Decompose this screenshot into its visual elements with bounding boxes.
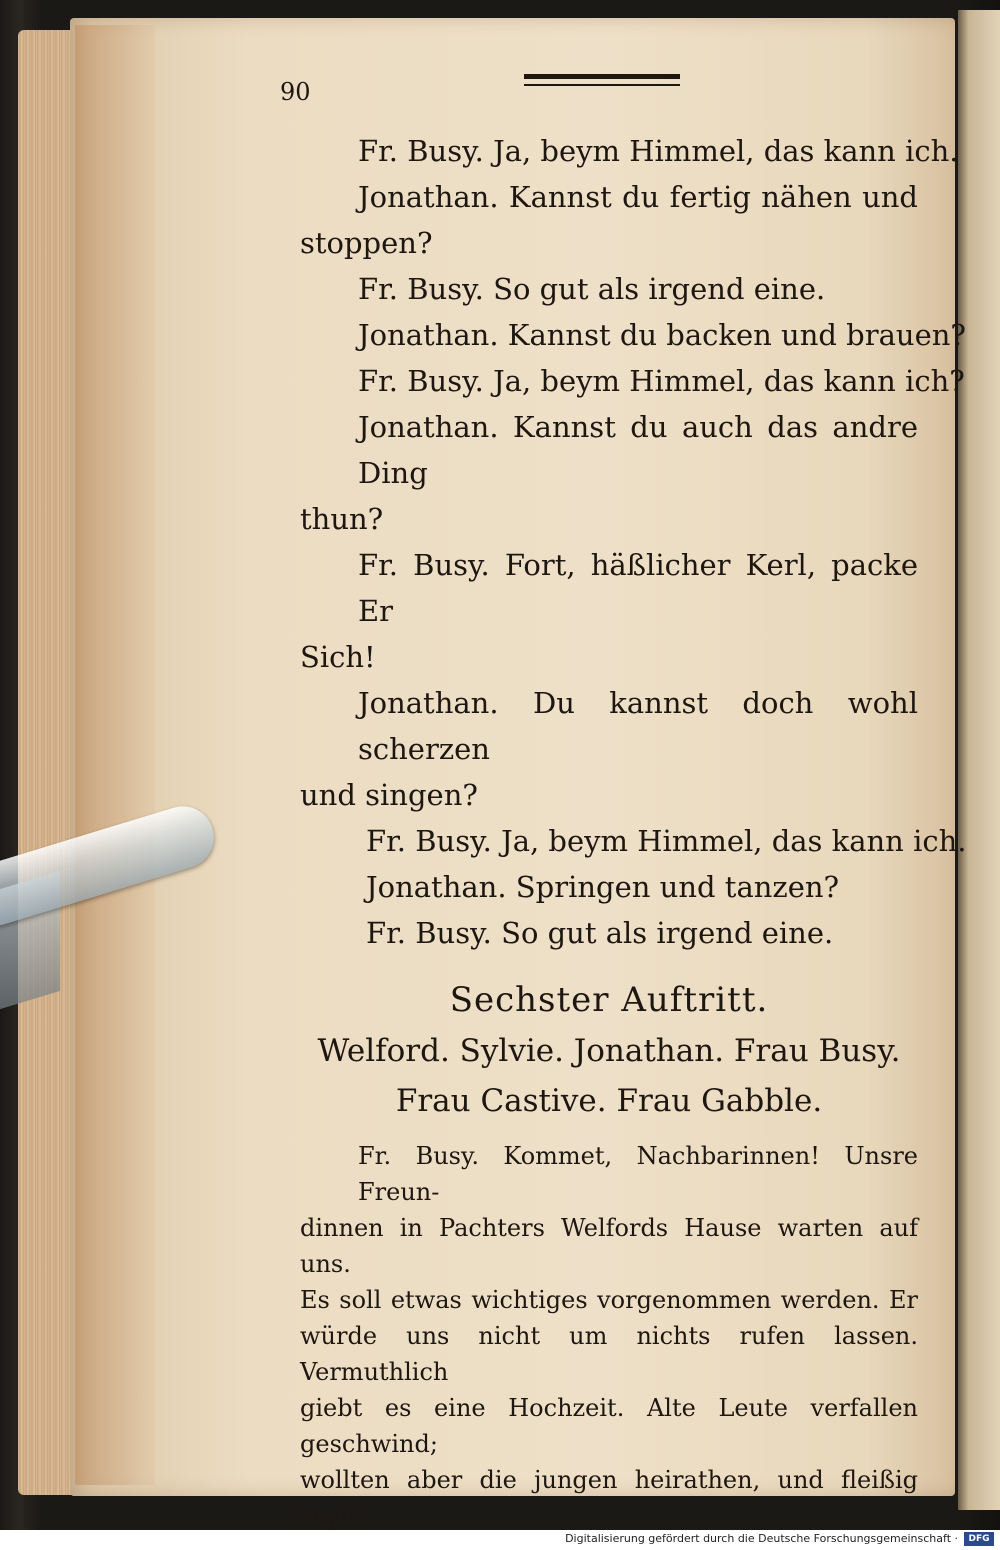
funding-credit: Digitalisierung gefördert durch die Deutsche Forschungsgemeinschaft · [565,1532,958,1545]
text-line: Sich! [300,640,376,674]
footer-bar [0,1530,1000,1550]
dfg-logo-icon: DFG [964,1532,994,1546]
prose-line: würde uns nicht um nichts rufen lassen. Vermuthlich [300,1322,918,1386]
text-line: Jonathan. Du kannst doch wohl scherzen [358,686,918,766]
text-line: Fr. Busy. Fort, häßlicher Kerl, packe Er [358,548,918,628]
prose-line: Fr. Busy. Kommet, Nachbarinnen! Unsre Freun- [358,1142,918,1206]
page-number: 90 [280,78,311,106]
prose-paragraph [300,1138,918,1530]
text-line: Fr. Busy. So gut als irgend eine. [366,916,834,950]
cast-line: Welford. Sylvie. Jonathan. Frau Busy. [317,1033,901,1069]
text-line: Fr. Busy. So gut als irgend eine. [358,272,826,306]
text-line: stoppen? [300,226,433,260]
page-text [300,128,967,1530]
prose-line: wollten aber die jungen heirathen, und fleißig seyn, [300,1466,918,1530]
page-gutter-shadow [75,25,155,1485]
facing-page-edge [958,10,1000,1510]
header-rule-thin [524,84,680,86]
text-line: Fr. Busy. Ja, beym Himmel, das kann ich. [358,134,959,168]
prose-line: Es soll etwas wichtiges vorgenommen werden. Er [300,1286,918,1314]
text-line: Jonathan. Kannst du auch das andre Ding [358,410,918,490]
scene-heading: Sechster Auftritt. [449,980,769,1020]
text-line: Fr. Busy. Ja, beym Himmel, das kann ich. [366,824,967,858]
text-line: Jonathan. Kannst du backen und brauen? [358,318,966,352]
prose-line: dinnen in Pachters Welfords Hause warten auf uns. [300,1214,918,1278]
cast-line: Frau Castive. Frau Gabble. [395,1083,823,1119]
text-line: und singen? [300,778,478,812]
text-line: thun? [300,502,384,536]
prose-line: giebt es eine Hochzeit. Alte Leute verfallen geschwind; [300,1394,918,1458]
text-line: Jonathan. Springen und tanzen? [366,870,840,904]
text-line: Fr. Busy. Ja, beym Himmel, das kann ich? [358,364,965,398]
header-rule-thick [524,74,680,79]
text-line: Jonathan. Kannst du fertig nähen und [358,180,918,214]
